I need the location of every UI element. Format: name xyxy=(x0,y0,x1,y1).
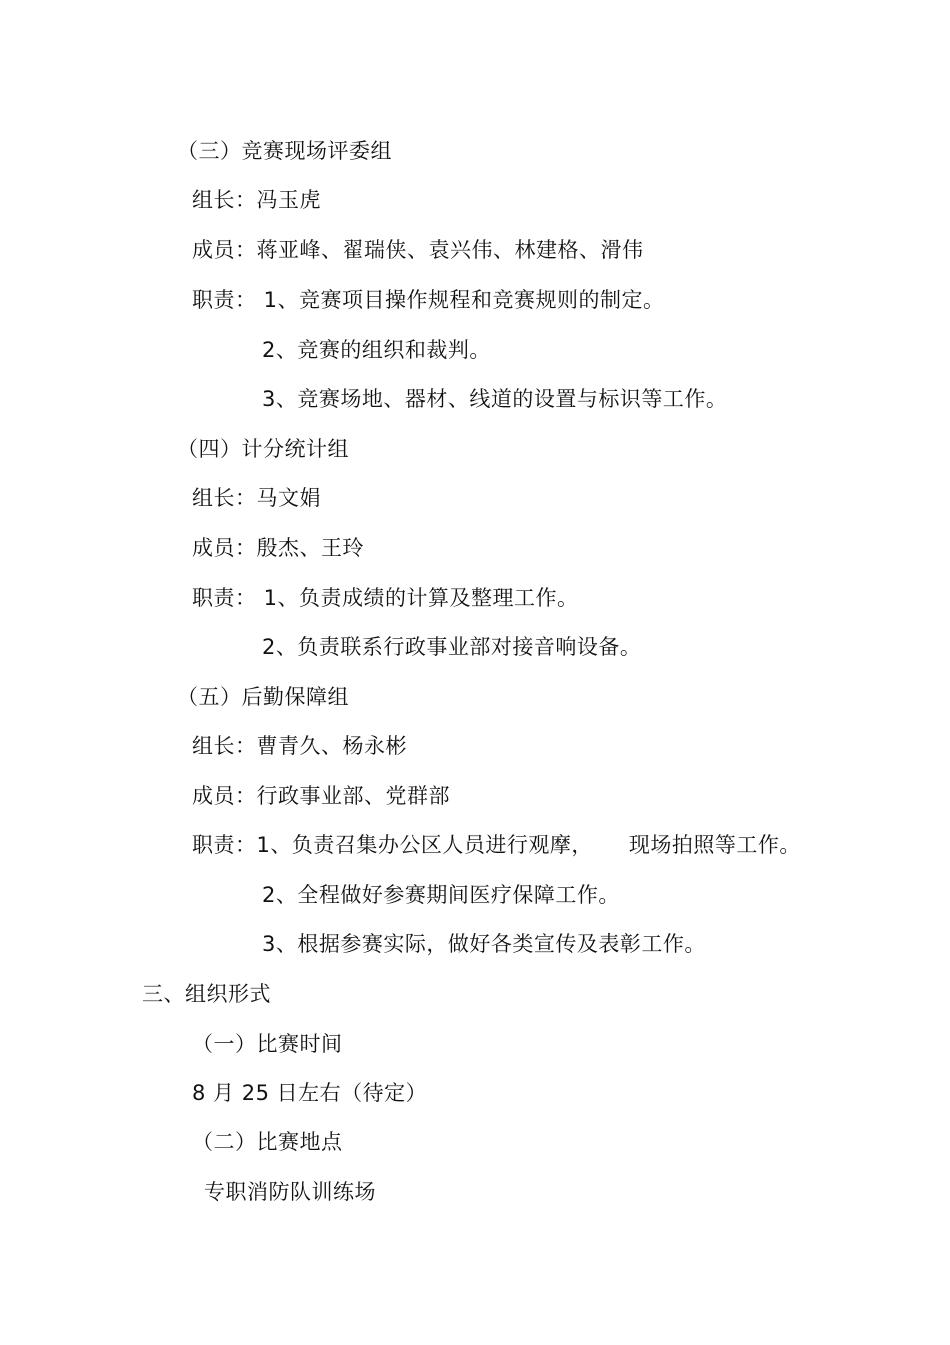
logistics-duty-1 xyxy=(192,830,801,860)
scoring-leader: 组长：马文娟 xyxy=(192,486,321,510)
scoring-members: 成员：殷杰、王玲 xyxy=(192,536,364,560)
scoring-heading: （四）计分统计组 xyxy=(177,437,349,461)
logistics-duty-1-part-a: 职责：1、负责召集办公区人员进行观摩， xyxy=(192,833,593,857)
judges-duty-2: 2、竞赛的组织和裁判。 xyxy=(262,338,491,362)
organization-heading: 三、组织形式 xyxy=(142,982,271,1006)
judges-duty-3: 3、竞赛场地、器材、线道的设置与标识等工作。 xyxy=(262,387,728,411)
time-value: 8 月 25 日左右（待定） xyxy=(192,1081,428,1105)
scoring-duty-2: 2、负责联系行政事业部对接音响设备。 xyxy=(262,635,642,659)
place-heading: （二）比赛地点 xyxy=(192,1130,343,1154)
judges-leader: 组长：冯玉虎 xyxy=(192,188,321,212)
logistics-members: 成员：行政事业部、党群部 xyxy=(192,784,450,808)
judges-duty-1: 职责： 1、竞赛项目操作规程和竞赛规则的制定。 xyxy=(192,288,665,312)
logistics-duty-3: 3、根据参赛实际，做好各类宣传及表彰工作。 xyxy=(262,932,706,956)
logistics-leader: 组长：曹青久、杨永彬 xyxy=(192,734,407,758)
logistics-duty-1-part-b: 现场拍照等工作。 xyxy=(628,833,801,857)
judges-heading: （三）竞赛现场评委组 xyxy=(177,139,392,163)
logistics-heading: （五）后勤保障组 xyxy=(177,685,349,709)
time-heading: （一）比赛时间 xyxy=(192,1032,343,1056)
logistics-duty-2: 2、全程做好参赛期间医疗保障工作。 xyxy=(262,883,620,907)
judges-members: 成员：蒋亚峰、翟瑞侠、袁兴伟、林建格、滑伟 xyxy=(192,238,644,262)
place-value: 专职消防队训练场 xyxy=(204,1180,376,1204)
scoring-duty-1: 职责： 1、负责成绩的计算及整理工作。 xyxy=(192,586,579,610)
